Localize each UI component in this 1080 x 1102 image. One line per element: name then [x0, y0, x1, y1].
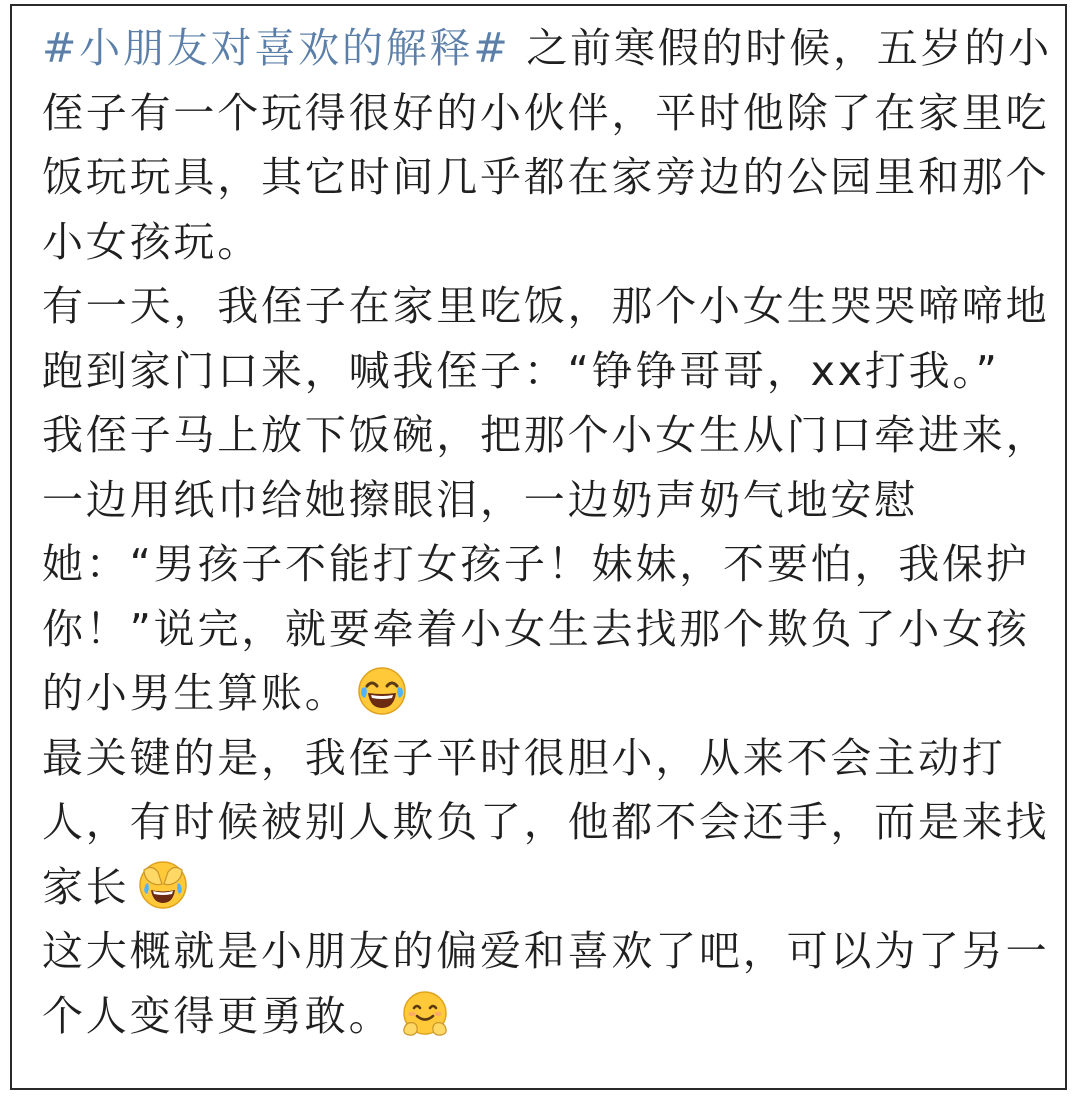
paragraph-4: [42, 726, 1052, 920]
paragraph-2-text: 有一天，我侄子在家里吃饭，那个小女生哭哭啼啼地跑到家门口来，喊我侄子：“铮铮哥哥，xx打我。”: [42, 282, 1050, 395]
hug-emoji-icon: [400, 989, 450, 1039]
hashtag-link[interactable]: #小朋友对喜欢的解释#: [42, 24, 511, 72]
paragraph-3-text: 我侄子马上放下饭碗，把那个小女生从门口牵进来，一边用纸巾给她擦眼泪，一边奶声奶气地安慰她：“男孩子不能打女孩子！妹妹，不要怕，我保护你！”说完，就要牵着小女生去找那个欺负了小女孩的小男生算账。: [42, 411, 1050, 717]
paragraph-1-text: 之前寒假的时候，五岁的小侄子有一个玩得很好的小伙伴，平时他除了在家里吃饭玩玩具，其它时间几乎都在家旁边的公园里和那个小女孩玩。: [42, 24, 1052, 266]
paragraph-2: [42, 274, 1052, 403]
facepalm-laugh-emoji-icon: [138, 860, 188, 910]
laughing-tears-emoji-icon: [357, 666, 407, 716]
post-body: [42, 16, 1052, 1048]
paragraph-4-text: 最关键的是，我侄子平时很胆小，从来不会主动打人，有时候被别人欺负了，他都不会还手，而是来找家长: [42, 733, 1050, 911]
post-card: [10, 4, 1067, 1090]
paragraph-5-text: 这大概就是小朋友的偏爱和喜欢了吧，可以为了另一个人变得更勇敢。: [42, 927, 1050, 1040]
paragraph-1: [42, 16, 1052, 274]
paragraph-5: [42, 919, 1052, 1048]
paragraph-3: [42, 403, 1052, 726]
